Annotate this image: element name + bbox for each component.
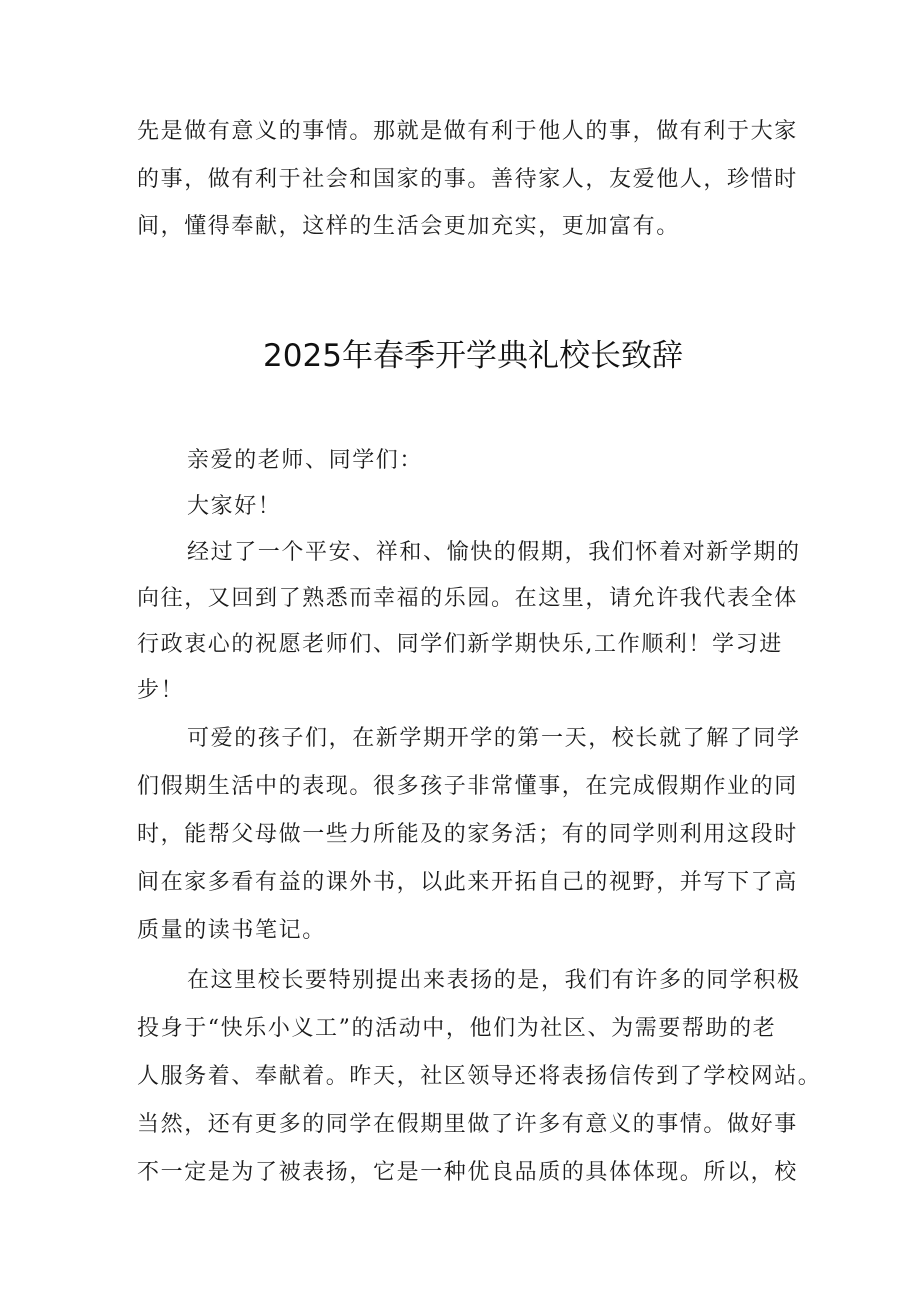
text-line: 先是做有意义的事情。那就是做有利于他人的事，做有利于大家: [137, 119, 798, 144]
text-line: 的事，做有利于社会和国家的事。善待家人，友爱他人，珍惜时: [137, 167, 798, 192]
text-line: 人服务着、奉献着。昨天，社区领导还将表扬信传到了学校网站。: [137, 1064, 822, 1089]
text-line: 可爱的孩子们，在新学期开学的第一天，校长就了解了同学: [187, 726, 801, 751]
text-line: 不一定是为了被表扬，它是一种优良品质的具体体现。所以，校: [137, 1160, 798, 1185]
text-line: 当然，还有更多的同学在假期里做了许多有意义的事情。做好事: [137, 1112, 798, 1137]
text-line: 质量的读书笔记。: [137, 918, 326, 943]
text-line: 行政衷心的祝愿老师们、同学们新学期快乐,工作顺利！学习进: [137, 632, 783, 657]
text-line: 间在家多看有益的课外书，以此来开拓自己的视野，并写下了高: [137, 870, 798, 895]
hello-line: 大家好！: [187, 494, 282, 519]
text-line: 在这里校长要特别提出来表扬的是，我们有许多的同学积极: [187, 968, 801, 993]
text-line: 投身于“快乐小义工”的活动中，他们为社区、为需要帮助的老: [137, 1016, 777, 1041]
text-line: 向往，又回到了熟悉而幸福的乐园。在这里，请允许我代表全体: [137, 586, 798, 611]
greeting-line: 亲爱的老师、同学们：: [187, 448, 424, 473]
text-line: 们假期生活中的表现。很多孩子非常懂事，在完成假期作业的同: [137, 774, 798, 799]
text-line: 间，懂得奉献，这样的生活会更加充实，更加富有。: [137, 214, 680, 239]
text-line: 步！: [137, 678, 185, 703]
document-title: 2025年春季开学典礼校长致辞: [263, 338, 683, 374]
text-line: 经过了一个平安、祥和、愉快的假期，我们怀着对新学期的: [187, 540, 801, 565]
text-line: 时，能帮父母做一些力所能及的家务活；有的同学则利用这段时: [137, 822, 798, 847]
